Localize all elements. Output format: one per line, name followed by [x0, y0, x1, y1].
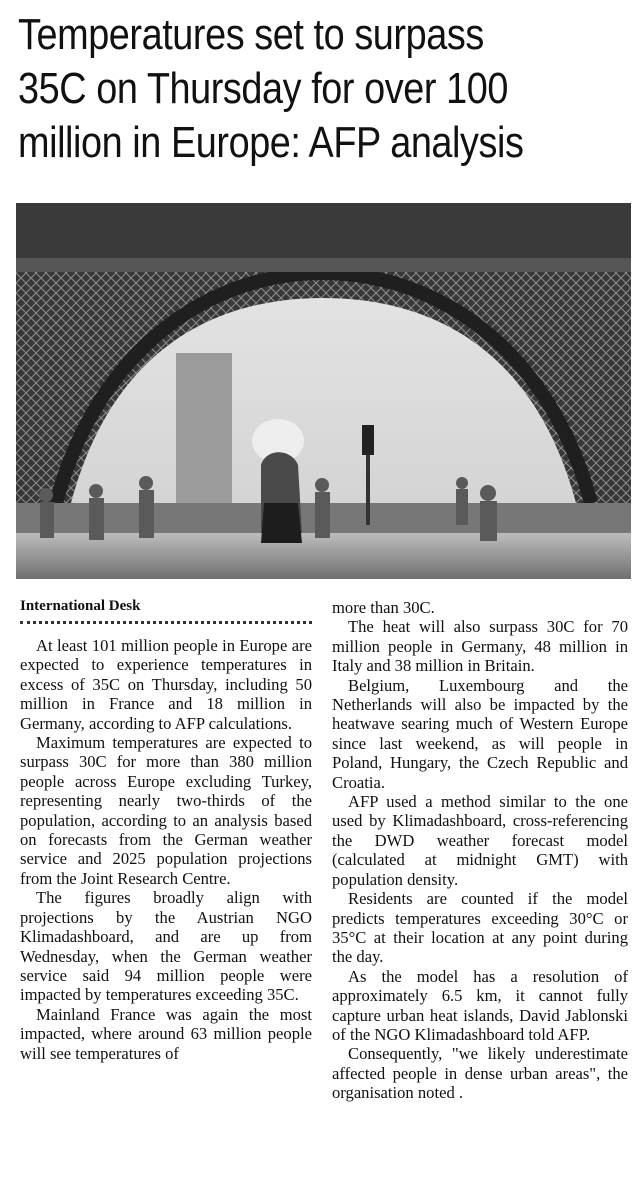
article-paragraph: Mainland France was again the most impacted, where around 63 million people will see temperatures of	[20, 1004, 312, 1063]
article-paragraph: The figures broadly align with projections by the Austrian NGO Klimadashboard, and are up from Wednesday, when the German weather service said 94 million people were impacted by temperatures exceeding 35C.	[20, 888, 312, 1005]
article-paragraph: Consequently, "we likely underestimate affected people in dense urban areas", the organisation noted .	[332, 1044, 628, 1103]
article-paragraph: Belgium, Luxembourg and the Netherlands will also be impacted by the heatwave searing much of Western Europe since last weekend, as will people in Poland, Hungary, the Czech Republic and Croatia.	[332, 675, 628, 792]
article-paragraph-continued: more than 30C.	[332, 598, 435, 617]
article-paragraph: AFP used a method similar to the one used by Klimadashboard, cross-referencing the DWD weather forecast model (calculated at midnight GMT) with population density.	[332, 792, 628, 889]
article-paragraph: Maximum temperatures are expected to surpass 30C for more than 380 million people across Europe excluding Turkey, representing nearly two-thirds of the population, according to an analysis based on forecasts from the German weather service and 2025 population projections from the Joint Research Centre.	[20, 733, 312, 888]
article-paragraph: Residents are counted if the model predicts temperatures exceeding 30°C or 35°C at their location at any point during the day.	[332, 889, 628, 967]
news-photo	[16, 203, 631, 579]
article-paragraph: As the model has a resolution of approximately 6.5 km, it cannot fully capture urban heat islands, David Jablonski of the NGO Klimadashboard told AFP.	[332, 966, 628, 1044]
eiffel-tower-fountain-photo	[16, 203, 631, 579]
article-paragraph: The heat will also surpass 30C for 70 million people in Germany, 48 million in Italy and 38 million in Britain.	[332, 617, 628, 676]
article-paragraph: At least 101 million people in Europe are expected to experience temperatures in excess of 35C on Thursday, including 50 million in France and 18 million in Germany, according to AFP calculations.	[20, 636, 312, 733]
article-column-left	[20, 636, 312, 1063]
article-column-right	[332, 598, 628, 1103]
headline: Temperatures set to surpass 35C on Thursday for over 100 million in Europe: AFP analysis	[18, 10, 524, 167]
byline: International Desk	[20, 598, 312, 624]
